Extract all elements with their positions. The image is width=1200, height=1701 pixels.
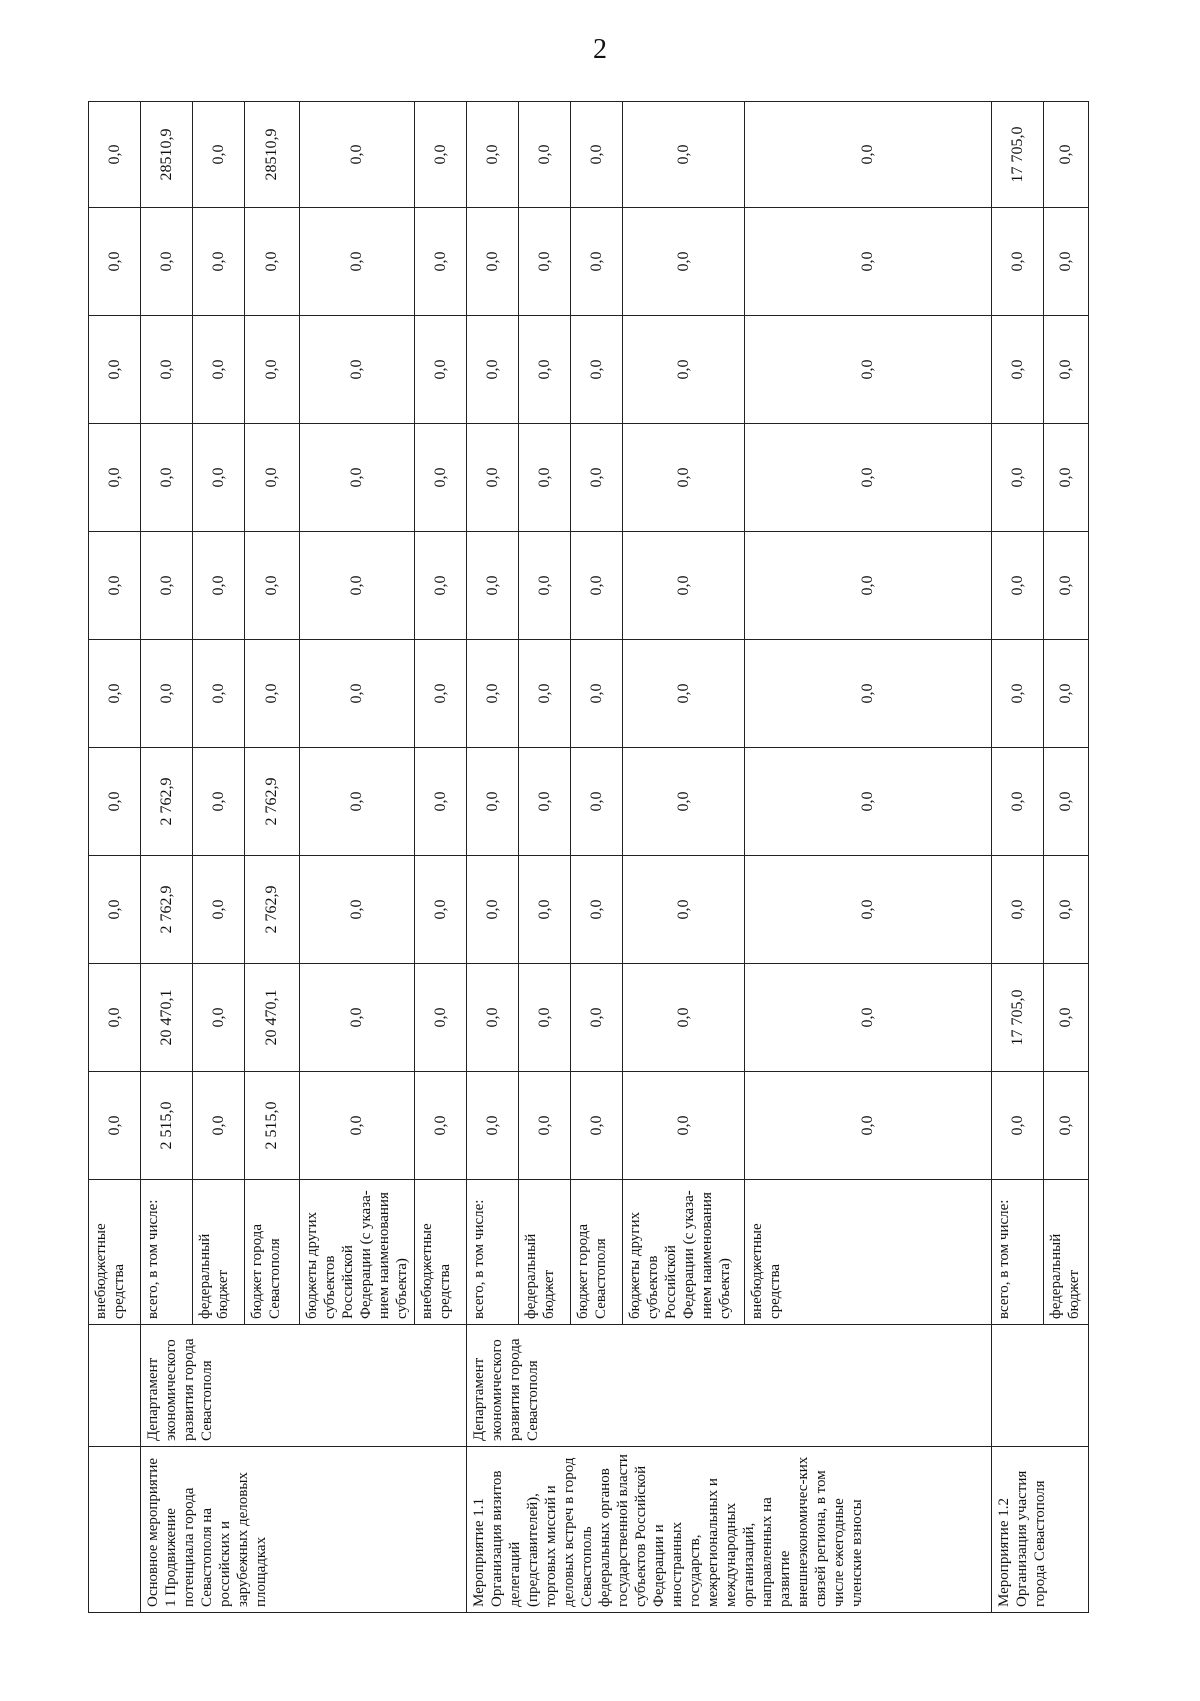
value-cell: 0,0 [467, 208, 519, 316]
value-cell: 0,0 [623, 640, 745, 748]
value-cell: 0,0 [623, 208, 745, 316]
value-cell: 0,0 [1044, 208, 1089, 316]
value-cell: 0,0 [89, 532, 141, 640]
value-cell: 0,0 [415, 316, 467, 424]
value-cell: 0,0 [992, 640, 1044, 748]
value-cell: 0,0 [745, 424, 992, 532]
value-cell: 0,0 [623, 1072, 745, 1180]
value-cell: 0,0 [300, 964, 415, 1072]
executor-cell: Департамент экономического развития города Севастополя [141, 1325, 467, 1447]
executor-cell [992, 1325, 1089, 1447]
value-cell: 28510,9 [245, 102, 300, 208]
source-cell: внебюджетные средства [415, 1180, 467, 1325]
source-cell: федеральный бюджет [519, 1180, 571, 1325]
value-cell: 0,0 [623, 748, 745, 856]
value-cell: 0,0 [89, 208, 141, 316]
value-cell: 0,0 [519, 856, 571, 964]
source-cell: бюджет города Севастополя [245, 1180, 300, 1325]
value-cell: 2 762,9 [141, 856, 193, 964]
value-cell: 17 705,0 [992, 964, 1044, 1072]
value-cell: 0,0 [467, 748, 519, 856]
value-cell: 2 762,9 [245, 856, 300, 964]
value-cell: 0,0 [1044, 1072, 1089, 1180]
activity-cell: Мероприятие 1.1 Организация визитов делегаций (представителей), торговых миссий и деловых встреч в город Севастополь федеральных органов государственной власти субъектов Российской Федерации и иностранных государств, межрегиональных и международных организаций, направленных на развитие внешнеэкономичес-ких связей региона, в том числе ежегодные членские взносы [467, 1447, 992, 1613]
value-cell: 0,0 [89, 102, 141, 208]
value-cell: 2 515,0 [141, 1072, 193, 1180]
value-cell: 0,0 [1044, 532, 1089, 640]
value-cell: 0,0 [519, 1072, 571, 1180]
value-cell: 0,0 [467, 424, 519, 532]
value-cell: 0,0 [193, 1072, 245, 1180]
value-cell: 0,0 [992, 1072, 1044, 1180]
value-cell: 0,0 [992, 748, 1044, 856]
value-cell: 0,0 [415, 856, 467, 964]
value-cell: 0,0 [745, 748, 992, 856]
value-cell: 0,0 [519, 208, 571, 316]
value-cell: 0,0 [415, 424, 467, 532]
value-cell: 0,0 [467, 102, 519, 208]
value-cell: 0,0 [193, 532, 245, 640]
value-cell: 0,0 [193, 640, 245, 748]
value-cell: 0,0 [300, 316, 415, 424]
value-cell: 0,0 [141, 316, 193, 424]
value-cell: 0,0 [519, 532, 571, 640]
value-cell: 0,0 [623, 964, 745, 1072]
value-cell: 0,0 [89, 748, 141, 856]
value-cell: 0,0 [193, 102, 245, 208]
value-cell: 0,0 [193, 856, 245, 964]
value-cell: 0,0 [992, 532, 1044, 640]
activity-cell: Основное мероприятие 1 Продвижение потенциала города Севастополя на российских и зарубежных деловых площадках [141, 1447, 467, 1613]
value-cell: 0,0 [1044, 102, 1089, 208]
value-cell: 0,0 [1044, 748, 1089, 856]
value-cell: 0,0 [571, 102, 623, 208]
value-cell: 0,0 [992, 424, 1044, 532]
value-cell: 0,0 [745, 964, 992, 1072]
value-cell: 0,0 [245, 208, 300, 316]
value-cell: 0,0 [415, 208, 467, 316]
source-cell: внебюджетные средства [89, 1180, 141, 1325]
value-cell: 0,0 [193, 424, 245, 532]
page-number: 2 [593, 34, 607, 65]
source-cell: федеральный бюджет [1044, 1180, 1089, 1325]
value-cell: 0,0 [1044, 640, 1089, 748]
value-cell: 0,0 [1044, 424, 1089, 532]
value-cell: 0,0 [300, 1072, 415, 1180]
value-cell: 0,0 [193, 748, 245, 856]
value-cell: 0,0 [1044, 964, 1089, 1072]
source-cell: всего, в том числе: [467, 1180, 519, 1325]
value-cell: 0,0 [519, 748, 571, 856]
value-cell: 0,0 [519, 640, 571, 748]
value-cell: 0,0 [745, 532, 992, 640]
funding-table [88, 101, 1089, 1613]
value-cell: 0,0 [193, 316, 245, 424]
value-cell: 0,0 [623, 316, 745, 424]
value-cell: 0,0 [519, 316, 571, 424]
value-cell: 0,0 [415, 640, 467, 748]
value-cell: 0,0 [89, 856, 141, 964]
table-row [992, 102, 1044, 1613]
value-cell: 0,0 [623, 856, 745, 964]
executor-cell [89, 1325, 141, 1447]
rotated-table-container [88, 102, 1082, 1613]
value-cell: 0,0 [141, 208, 193, 316]
value-cell: 0,0 [467, 532, 519, 640]
value-cell: 0,0 [141, 424, 193, 532]
value-cell: 0,0 [745, 316, 992, 424]
source-cell: федеральный бюджет [193, 1180, 245, 1325]
value-cell: 0,0 [745, 856, 992, 964]
value-cell: 0,0 [571, 424, 623, 532]
value-cell: 0,0 [519, 102, 571, 208]
executor-cell: Департамент экономического развития города Севастополя [467, 1325, 992, 1447]
value-cell: 0,0 [571, 640, 623, 748]
value-cell: 28510,9 [141, 102, 193, 208]
value-cell: 0,0 [745, 208, 992, 316]
source-cell: внебюджетные средства [745, 1180, 992, 1325]
value-cell: 0,0 [415, 532, 467, 640]
value-cell: 0,0 [193, 208, 245, 316]
activity-cell: Мероприятие 1.2 Организация участия города Севастополя [992, 1447, 1089, 1613]
value-cell: 20 470,1 [141, 964, 193, 1072]
value-cell: 0,0 [623, 532, 745, 640]
value-cell: 2 515,0 [245, 1072, 300, 1180]
value-cell: 0,0 [1044, 316, 1089, 424]
value-cell: 0,0 [141, 640, 193, 748]
value-cell: 0,0 [571, 316, 623, 424]
value-cell: 0,0 [623, 424, 745, 532]
value-cell: 0,0 [300, 208, 415, 316]
value-cell: 0,0 [245, 424, 300, 532]
value-cell: 0,0 [571, 964, 623, 1072]
value-cell: 0,0 [623, 102, 745, 208]
value-cell: 0,0 [745, 1072, 992, 1180]
value-cell: 0,0 [992, 316, 1044, 424]
value-cell: 0,0 [415, 748, 467, 856]
value-cell: 0,0 [415, 102, 467, 208]
value-cell: 0,0 [745, 640, 992, 748]
value-cell: 0,0 [89, 424, 141, 532]
table-row [89, 102, 141, 1613]
source-cell: бюджет города Севастополя [571, 1180, 623, 1325]
table-body [89, 102, 1089, 1613]
table-row [141, 102, 193, 1613]
value-cell: 0,0 [571, 856, 623, 964]
value-cell: 0,0 [300, 424, 415, 532]
value-cell: 0,0 [300, 532, 415, 640]
value-cell: 0,0 [571, 1072, 623, 1180]
value-cell: 2 762,9 [245, 748, 300, 856]
value-cell: 0,0 [245, 532, 300, 640]
value-cell: 0,0 [300, 856, 415, 964]
value-cell: 0,0 [467, 1072, 519, 1180]
value-cell: 0,0 [89, 964, 141, 1072]
value-cell: 20 470,1 [245, 964, 300, 1072]
value-cell: 0,0 [745, 102, 992, 208]
activity-cell [89, 1447, 141, 1613]
value-cell: 0,0 [89, 1072, 141, 1180]
value-cell: 0,0 [415, 1072, 467, 1180]
source-cell: бюджеты других субъектов Российской Федерации (с указа-нием наименования субъекта) [300, 1180, 415, 1325]
value-cell: 0,0 [300, 748, 415, 856]
value-cell: 0,0 [571, 532, 623, 640]
value-cell: 0,0 [89, 640, 141, 748]
value-cell: 0,0 [193, 964, 245, 1072]
value-cell: 0,0 [992, 208, 1044, 316]
value-cell: 0,0 [467, 316, 519, 424]
value-cell: 0,0 [245, 640, 300, 748]
value-cell: 0,0 [1044, 856, 1089, 964]
source-cell: всего, в том числе: [141, 1180, 193, 1325]
value-cell: 0,0 [467, 856, 519, 964]
value-cell: 0,0 [141, 532, 193, 640]
value-cell: 0,0 [519, 424, 571, 532]
value-cell: 0,0 [415, 964, 467, 1072]
table-row [467, 102, 519, 1613]
value-cell: 17 705,0 [992, 102, 1044, 208]
value-cell: 0,0 [519, 964, 571, 1072]
value-cell: 0,0 [300, 102, 415, 208]
value-cell: 0,0 [300, 640, 415, 748]
value-cell: 0,0 [571, 208, 623, 316]
value-cell: 0,0 [467, 964, 519, 1072]
source-cell: бюджеты других субъектов Российской Федерации (с указа-нием наименования субъекта) [623, 1180, 745, 1325]
value-cell: 0,0 [467, 640, 519, 748]
value-cell: 2 762,9 [141, 748, 193, 856]
value-cell: 0,0 [571, 748, 623, 856]
value-cell: 0,0 [245, 316, 300, 424]
value-cell: 0,0 [992, 856, 1044, 964]
source-cell: всего, в том числе: [992, 1180, 1044, 1325]
value-cell: 0,0 [89, 316, 141, 424]
